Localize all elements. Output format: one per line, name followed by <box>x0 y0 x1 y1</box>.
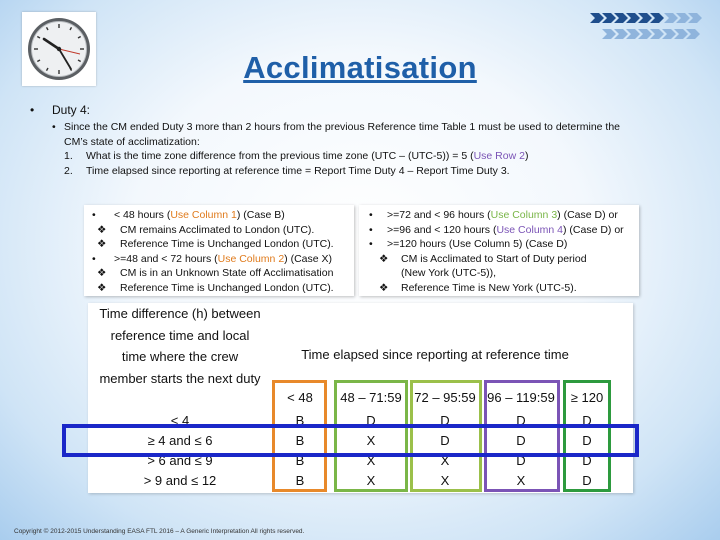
diamond-bullet-icon: ❖ <box>379 282 389 294</box>
diamond-bullet-icon: ❖ <box>97 238 107 251</box>
chevron-arrows-icon <box>590 10 710 44</box>
row-header-line: member starts the next duty <box>99 370 261 386</box>
column-label: < 48 <box>287 390 313 405</box>
diamond-bullet-icon: ❖ <box>97 223 107 236</box>
bullet-icon: • <box>369 223 373 236</box>
row-2-highlight <box>62 424 639 457</box>
table-cell: D <box>516 413 526 428</box>
right-case-sub1: CM is Acclimated to Start of Duty period <box>401 252 587 265</box>
diamond-bullet-icon: ❖ <box>97 282 107 294</box>
left-case-b2: >=48 and < 72 hours (Use Column 2) (Case X) <box>114 252 332 265</box>
right-case-panel <box>359 205 639 296</box>
table-cell: B <box>295 433 305 448</box>
table-cell: X <box>516 473 526 488</box>
table-cell: X <box>366 433 376 448</box>
row-header-line: reference time and local <box>110 327 250 343</box>
column-label: 96 – 119:59 <box>487 390 555 405</box>
q1-number: 1. <box>64 150 73 163</box>
table-cell: D <box>582 413 592 428</box>
table-cell: D <box>516 453 526 468</box>
table-cell: B <box>295 413 305 428</box>
left-case-panel <box>84 205 354 296</box>
bullet-icon: • <box>92 252 96 265</box>
page-title: Acclimatisation <box>243 50 477 85</box>
column-header: Time elapsed since reporting at reference time <box>301 347 569 362</box>
table-cell: D <box>440 433 450 448</box>
row-header-line: Time difference (h) between <box>99 306 261 321</box>
left-case-b1-sub1: CM remains Acclimated to London (UTC). <box>120 223 315 236</box>
row-label: < 4 <box>170 413 190 428</box>
column-label: 48 – 71:59 <box>340 390 402 405</box>
table-cell: D <box>582 433 592 448</box>
right-case-sub2: Reference Time is New York (UTC-5). <box>401 282 577 294</box>
table-cell: X <box>440 473 450 488</box>
table-cell: X <box>366 453 376 468</box>
bullet-icon: • <box>52 121 56 133</box>
copyright: Copyright © 2012-2015 Understanding EASA FTL 2016 – A Generic Interpretation All rights reserved. <box>14 528 305 535</box>
table-cell: B <box>295 473 305 488</box>
table-cell: D <box>582 473 592 488</box>
table-cell: X <box>366 473 376 488</box>
column-label: 72 – 95:59 <box>414 390 476 405</box>
left-case-b2-sub1: CM is in an Unknown State off Acclimatisation <box>120 267 334 280</box>
diamond-bullet-icon: ❖ <box>379 252 389 265</box>
left-case-b2-sub2: Reference Time is Unchanged London (UTC). <box>120 282 334 294</box>
left-case-b1: < 48 hours (Use Column 1) (Case B) <box>114 209 285 221</box>
left-case-b1-sub2: Reference Time is Unchanged London (UTC). <box>120 238 334 251</box>
table-cell: D <box>440 413 450 428</box>
q2-number: 2. <box>64 164 73 177</box>
duty-heading: Duty 4: <box>52 103 91 117</box>
row-label: ≥ 4 and ≤ 6 <box>147 433 213 448</box>
table-cell: B <box>295 453 305 468</box>
table-cell: D <box>582 453 592 468</box>
column-label: ≥ 120 <box>570 390 604 405</box>
row-header-line: time where the crew <box>121 349 239 364</box>
right-case-sub1b: (New York (UTC-5)), <box>401 267 497 280</box>
q1-highlight: Use Row 2 <box>473 150 525 163</box>
bullet-icon: • <box>92 209 96 221</box>
row-label: > 6 and ≤ 9 <box>147 453 213 468</box>
row-header <box>90 303 270 389</box>
intro-line-1: Since the CM ended Duty 3 more than 2 hours from the previous Reference time Table 1 must be used to determine the <box>64 121 621 133</box>
right-case-b2: >=96 and < 120 hours (Use Column 4) (Case D) or <box>387 223 624 236</box>
table-cell: D <box>516 433 526 448</box>
bullet-icon: • <box>369 238 373 251</box>
q2-text: Time elapsed since reporting at reference time = Report Time Duty 4 – Report Time Duty 3. <box>86 164 510 177</box>
row-label: > 9 and ≤ 12 <box>143 473 217 488</box>
diamond-bullet-icon: ❖ <box>97 267 107 280</box>
bullet-icon: • <box>369 209 373 221</box>
right-case-b1: >=72 and < 96 hours (Use Column 3) (Case D) or <box>387 209 618 221</box>
table-cell: D <box>366 413 376 428</box>
table-cell: X <box>440 453 450 468</box>
intro-line-2: CM’s state of acclimatization: <box>64 135 200 148</box>
right-case-b3: >=120 hours (Use Column 5) (Case D) <box>387 238 568 251</box>
q1-text: What is the time zone difference from the previous time zone (UTC – (UTC-5)) = 5 (Use Row 2) <box>86 150 529 163</box>
bullet-icon: • <box>30 103 35 117</box>
